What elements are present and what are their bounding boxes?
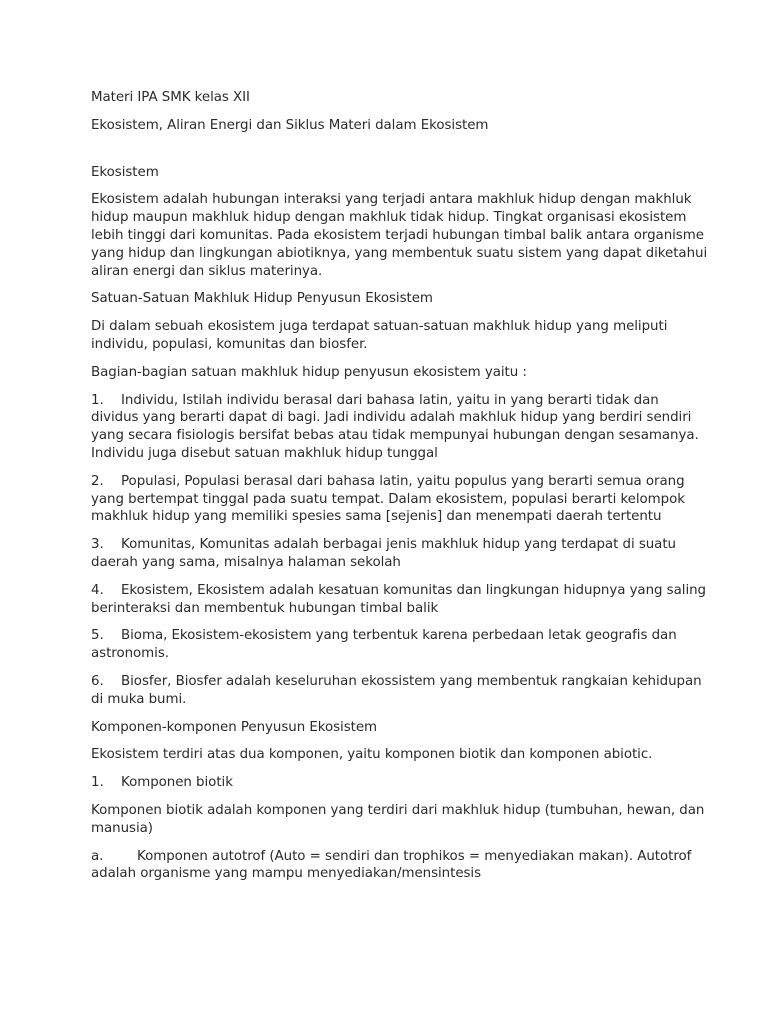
list-item-individu bbox=[91, 392, 708, 463]
list-number: 2. bbox=[91, 473, 104, 489]
list-number: 4. bbox=[91, 582, 104, 598]
list-item-text: Komponen autotrof (Auto = sendiri dan trophikos = menyediakan makan). Autotrof adalah organisme yang mampu menyediakan/mensintesis bbox=[91, 848, 692, 882]
spacer bbox=[91, 145, 708, 164]
list-item-biosfer bbox=[91, 673, 708, 709]
document-title: Materi IPA SMK kelas XII bbox=[91, 90, 250, 105]
paragraph-komponen-intro: Ekosistem terdiri atas dua komponen, yaitu komponen biotik dan komponen abiotic. bbox=[91, 747, 653, 763]
section-heading-satuan: Satuan-Satuan Makhluk Hidup Penyusun Ekosistem bbox=[91, 291, 433, 307]
list-item-text: Individu, Istilah individu berasal dari bahasa latin, yaitu in yang berarti tidak dan dividus yang berarti dapat di bagi. Jadi individu adalah makhluk hidup yang berdiri sendiri yang secara fisiologis bersifat bebas atau tidak mempunyai hubungan dengan sesamanya. Individu juga disebut satuan makhluk hidup tunggal bbox=[91, 392, 699, 461]
list-item-autotrof bbox=[91, 848, 708, 884]
list-item-text: Populasi, Populasi berasal dari bahasa latin, yaitu populus yang berarti semua orang yang bertempat tinggal pada suatu tempat. Dalam ekosistem, populasi berarti kelompok makhluk hidup yang memiliki spesies sama [sejenis] dan menempati daerah tertentu bbox=[91, 473, 685, 525]
list-number: 6. bbox=[91, 673, 104, 689]
list-item-komunitas bbox=[91, 536, 708, 572]
section-heading-komponen: Komponen-komponen Penyusun Ekosistem bbox=[91, 719, 378, 735]
list-letter: a. bbox=[91, 848, 104, 864]
list-number: 1. bbox=[91, 392, 104, 408]
list-item-komponen-biotik bbox=[91, 774, 708, 792]
paragraph-komponen-biotik: Komponen biotik adalah komponen yang terdiri dari makhluk hidup (tumbuhan, hewan, dan manusia) bbox=[91, 802, 705, 836]
section-heading-ekosistem: Ekosistem bbox=[91, 164, 159, 180]
list-item-text: Bioma, Ekosistem-ekosistem yang terbentuk karena perbedaan letak geografis dan astronomis. bbox=[91, 628, 677, 662]
list-number: 1. bbox=[91, 775, 104, 791]
list-item-ekosistem bbox=[91, 582, 708, 618]
list-item-text: Ekosistem, Ekosistem adalah kesatuan komunitas dan lingkungan hidupnya yang saling berinteraksi dan membentuk hubungan timbal balik bbox=[91, 582, 706, 616]
list-item-populasi bbox=[91, 473, 708, 526]
list-item-bioma bbox=[91, 627, 708, 663]
list-item-text: Komunitas, Komunitas adalah berbagai jenis makhluk hidup yang terdapat di suatu daerah yang sama, misalnya halaman sekolah bbox=[91, 537, 676, 570]
paragraph-satuan-intro: Di dalam sebuah ekosistem juga terdapat satuan-satuan makhluk hidup yang meliputi individu, populasi, komunitas dan biosfer. bbox=[91, 319, 668, 352]
paragraph-ekosistem-definition: Ekosistem adalah hubungan interaksi yang terjadi antara makhluk hidup dengan makhluk hidup maupun makhluk hidup dengan makhluk tidak hidup. Tingkat organisasi ekosistem lebih tinggi dari komunitas. Pada ekosistem terjadi hubungan timbal balik antara organisme yang hidup dan lingkungan abiotiknya, yang membentuk suatu sistem yang dapat diketahui aliran energi dan siklus materinya. bbox=[91, 192, 708, 279]
paragraph-bagian-intro: Bagian-bagian satuan makhluk hidup penyusun ekosistem yaitu : bbox=[91, 364, 527, 380]
list-item-text: Biosfer, Biosfer adalah keseluruhan ekossistem yang membentuk rangkaian kehidupan di muka bumi. bbox=[91, 673, 702, 707]
list-item-text: Komponen biotik bbox=[121, 775, 233, 791]
list-number: 5. bbox=[91, 628, 104, 644]
document-subtitle: Ekosistem, Aliran Energi dan Siklus Materi dalam Ekosistem bbox=[91, 117, 489, 133]
list-number: 3. bbox=[91, 537, 104, 553]
